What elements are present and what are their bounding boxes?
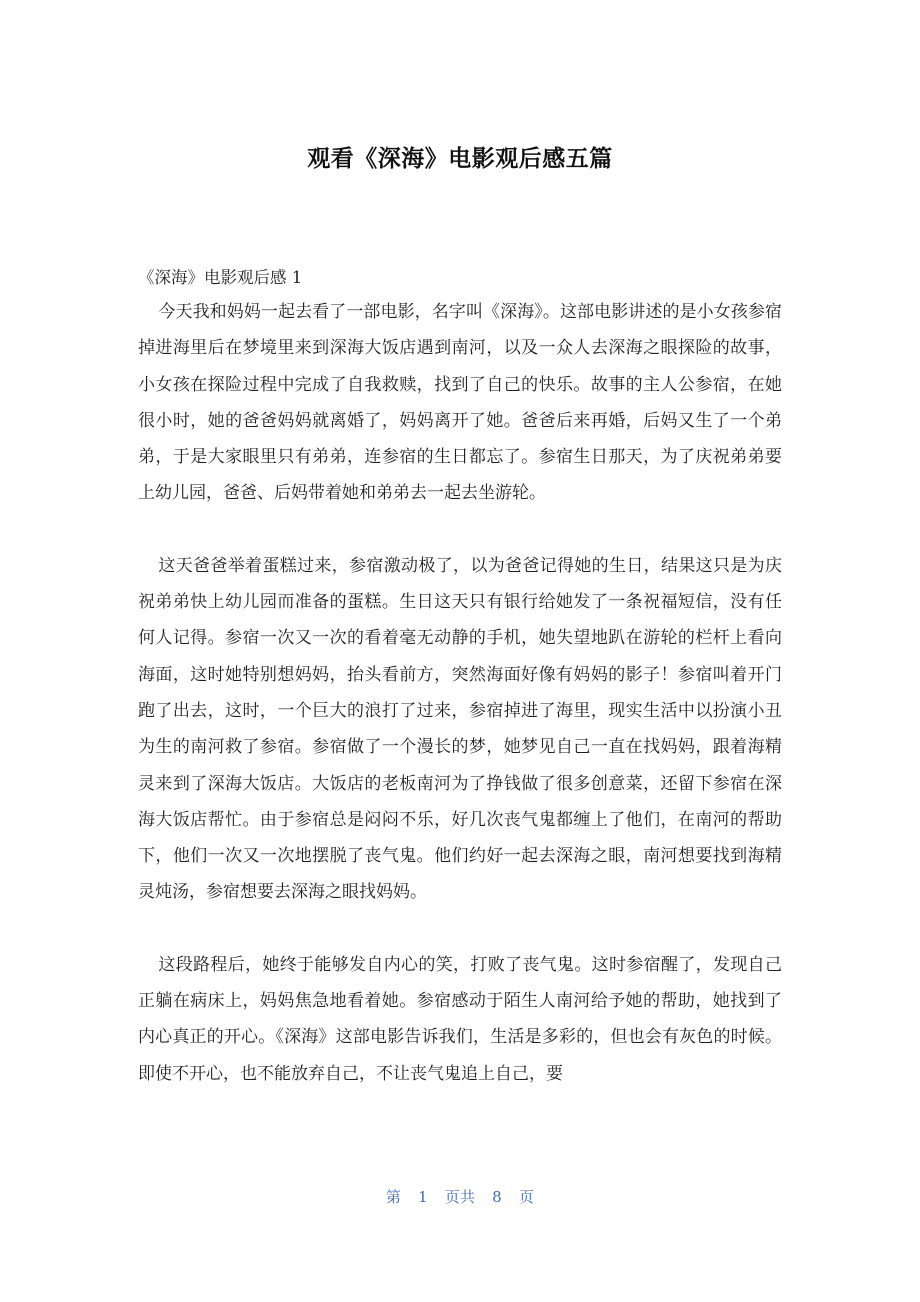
paragraph-gap bbox=[138, 512, 782, 548]
footer-suffix: 页 bbox=[518, 1188, 535, 1206]
document-title: 观看《深海》电影观后感五篇 bbox=[307, 146, 613, 172]
paragraph-3: 这段路程后，她终于能够发自内心的笑，打败了丧气鬼。这时参宿醒了，发现自己正躺在病床上，妈妈焦急地看着她。参宿感动于陌生人南河给予她的帮助，她找到了内心真正的开心。《深海》这部电影告诉我们，生活是多彩的，但也会有灰色的时候。即使不开心，也不能放弃自己，不让丧气鬼追上自己，要 bbox=[138, 954, 782, 1084]
footer-mid: 页共 bbox=[444, 1188, 476, 1206]
section-heading: 《深海》电影观后感 1 bbox=[138, 268, 303, 287]
footer-current-page: 1 bbox=[418, 1188, 428, 1206]
paragraph-gap bbox=[138, 911, 782, 947]
page-footer bbox=[0, 1186, 920, 1207]
footer-prefix: 第 bbox=[385, 1188, 402, 1206]
footer-total-pages: 8 bbox=[492, 1188, 502, 1206]
paragraph-2: 这天爸爸举着蛋糕过来，参宿激动极了，以为爸爸记得她的生日，结果这只是为庆祝弟弟快上幼儿园而准备的蛋糕。生日这天只有银行给她发了一条祝福短信，没有任何人记得。参宿一次又一次的看着毫无动静的手机，她失望地趴在游轮的栏杆上看向海面，这时她特别想妈妈，抬头看前方，突然海面好像有妈妈的影子！参宿叫着开门跑了出去，这时，一个巨大的浪打了过来，参宿掉进了海里，现实生活中以扮演小丑为生的南河救了参宿。参宿做了一个漫长的梦，她梦见自己一直在找妈妈，跟着海精灵来到了深海大饭店。大饭店的老板南河为了挣钱做了很多创意菜，还留下参宿在深海大饭店帮忙。由于参宿总是闷闷不乐，好几次丧气鬼都缠上了他们，在南河的帮助下，他们一次又一次地摆脱了丧气鬼。他们约好一起去深海之眼，南河想要找到海精灵炖汤，参宿想要去深海之眼找妈妈。 bbox=[138, 555, 782, 903]
document-body bbox=[138, 262, 782, 1092]
paragraph-1: 今天我和妈妈一起去看了一部电影，名字叫《深海》。这部电影讲述的是小女孩参宿掉进海里后在梦境里来到深海大饭店遇到南河，以及一众人去深海之眼探险的故事，小女孩在探险过程中完成了自我救赎，找到了自己的快乐。故事的主人公参宿，在她很小时，她的爸爸妈妈就离婚了，妈妈离开了她。爸爸后来再婚，后妈又生了一个弟弟，于是大家眼里只有弟弟，连参宿的生日都忘了。参宿生日那天，为了庆祝弟弟要上幼儿园，爸爸、后妈带着她和弟弟去一起去坐游轮。 bbox=[138, 302, 782, 504]
